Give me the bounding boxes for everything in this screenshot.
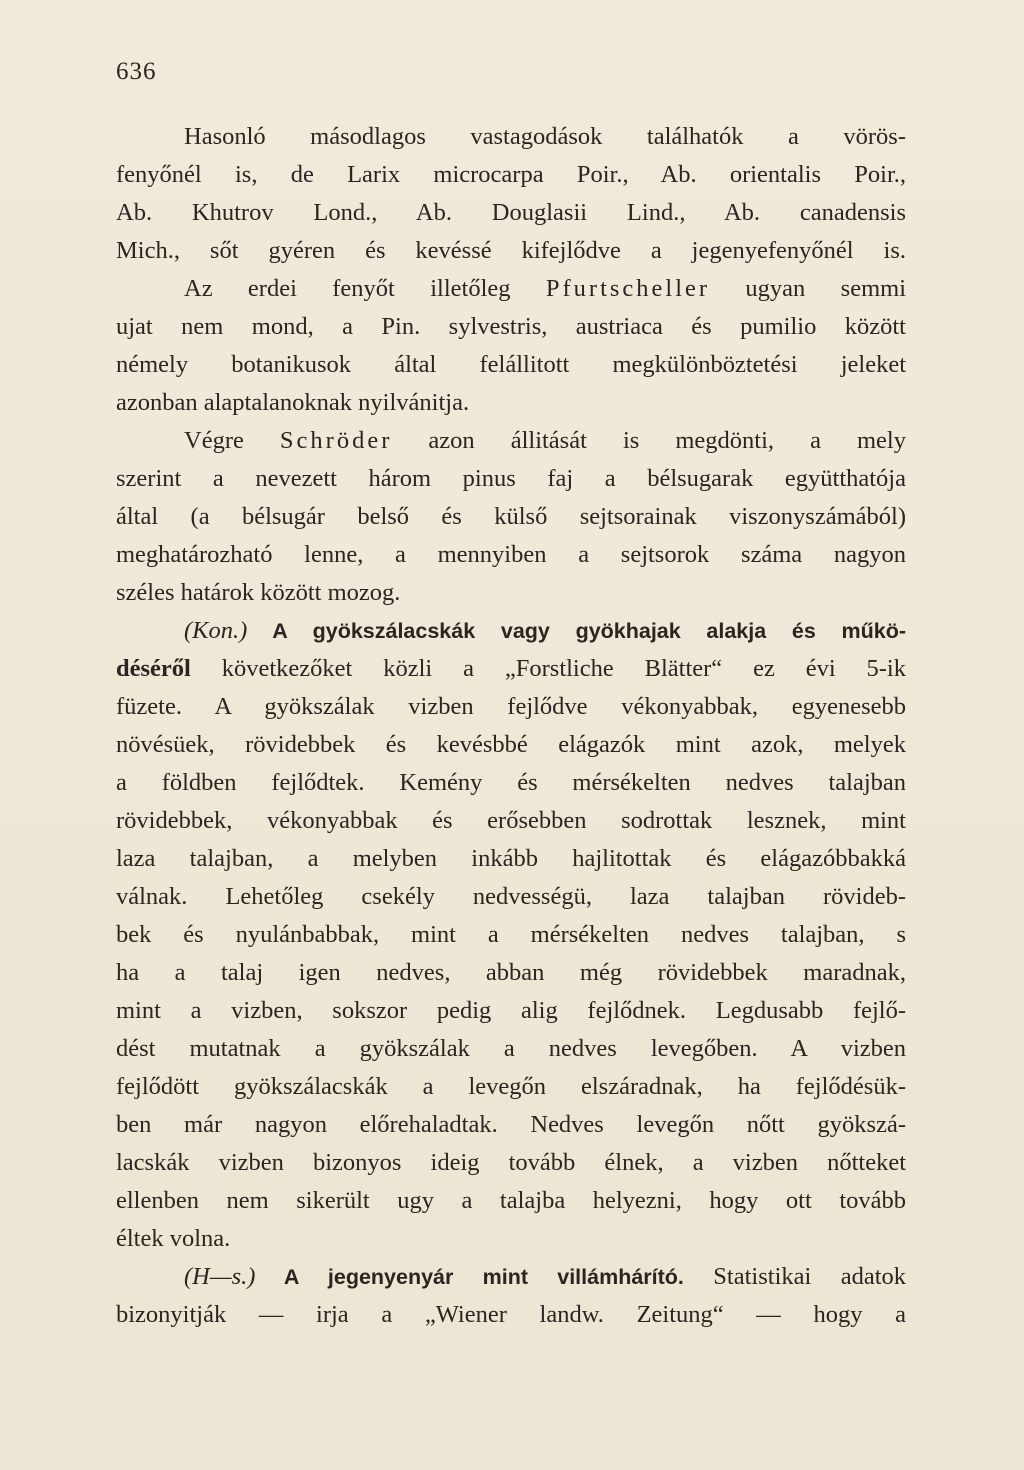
text-line (116, 612, 906, 650)
text-line: széles határok között mozog. (116, 579, 401, 606)
text-line: azonban alaptalanoknak nyilvánitja. (116, 389, 470, 416)
text-line: ha a talaj igen nedves, abban még rövidebbek maradnak, (116, 959, 906, 986)
text-line: ben már nagyon előrehaladtak. Nedves levegőn nőtt gyökszá- (116, 1111, 906, 1138)
article-title: déséről (116, 655, 191, 682)
text-line: ellenben nem sikerült ugy a talajba helyezni, hogy ott tovább (116, 1187, 906, 1214)
text-line: Ab. Khutrov Lond., Ab. Douglasii Lind., Ab. canadensis (116, 199, 906, 226)
text-line: bizonyitják — irja a „Wiener landw. Zeitung“ — hogy a (116, 1301, 906, 1328)
line-text: Végre (184, 427, 280, 454)
text-line: válnak. Lehetőleg csekély nedvességü, laza talajban rövideb- (116, 883, 906, 910)
text-line: rövidebbek, vékonyabbak és erősebben sodrottak lesznek, mint (116, 807, 906, 834)
line-text: ugyan semmi (710, 275, 906, 302)
text-line: Mich., sőt gyéren és kevéssé kifejlődve a jegenyefenyőnél is. (116, 237, 906, 264)
text-line (116, 1258, 906, 1296)
text-line: Hasonló másodlagos vastagodások találhatók a vörös- (184, 123, 906, 150)
line-text: Statistikai adatok (683, 1263, 907, 1290)
author-initials: (Kon.) (184, 617, 248, 644)
text-line: éltek volna. (116, 1225, 231, 1252)
text-line: némely botanikusok által felállitott megkülönböztetési jeleket (116, 351, 906, 378)
article-title: A jegenyenyár mint villámhárító. (255, 1265, 684, 1289)
text-line: dést mutatnak a gyökszálak a nedves levegőben. A vizben (116, 1035, 906, 1062)
text-line: növésüek, rövidebbek és kevésbbé elágazók mint azok, melyek (116, 731, 906, 758)
line-text: következőket közli a „Forstliche Blätter“ ez évi 5-ik (190, 655, 906, 682)
text-line: szerint a nevezett három pinus faj a bélsugarak együtthatója (116, 465, 906, 492)
text-line: a földben fejlődtek. Kemény és mérsékelten nedves talajban (116, 769, 906, 796)
line-text: azon állitását is megdönti, a mely (392, 427, 906, 454)
text-line (116, 650, 906, 688)
line-text: Az erdei fenyőt illetőleg (184, 275, 546, 302)
author-name: Schröder (279, 427, 393, 454)
text-line: laza talajban, a melyben inkább hajlitottak és elágazóbbakká (116, 845, 906, 872)
text-line: mint a vizben, sokszor pedig alig fejlődnek. Legdusabb fejlő- (116, 997, 906, 1024)
article-title: A gyökszálacskák vagy gyökhajak alakja és műkö- (247, 619, 906, 643)
text-line: meghatározható lenne, a mennyiben a sejtsorok száma nagyon (116, 541, 906, 568)
text-line (116, 422, 906, 460)
author-name: Pfurtscheller (545, 275, 711, 302)
text-line: ujat nem mond, a Pin. sylvestris, austriaca és pumilio között (116, 313, 906, 340)
author-initials: (H—s.) (184, 1263, 256, 1290)
body-text (116, 118, 906, 1334)
text-line (116, 270, 906, 308)
page-number: 636 (116, 58, 157, 85)
text-line: füzete. A gyökszálak vizben fejlődve vékonyabbak, egyenesebb (116, 693, 906, 720)
text-line: fenyőnél is, de Larix microcarpa Poir., Ab. orientalis Poir., (116, 161, 906, 188)
text-line: által (a bélsugár belső és külső sejtsorainak viszonyszámából) (116, 503, 906, 530)
text-line: bek és nyulánbabbak, mint a mérsékelten nedves talajban, s (116, 921, 906, 948)
text-line: lacskák vizben bizonyos ideig tovább élnek, a vizben nőtteket (116, 1149, 906, 1176)
text-line: fejlődött gyökszálacskák a levegőn elszáradnak, ha fejlődésük- (116, 1073, 906, 1100)
